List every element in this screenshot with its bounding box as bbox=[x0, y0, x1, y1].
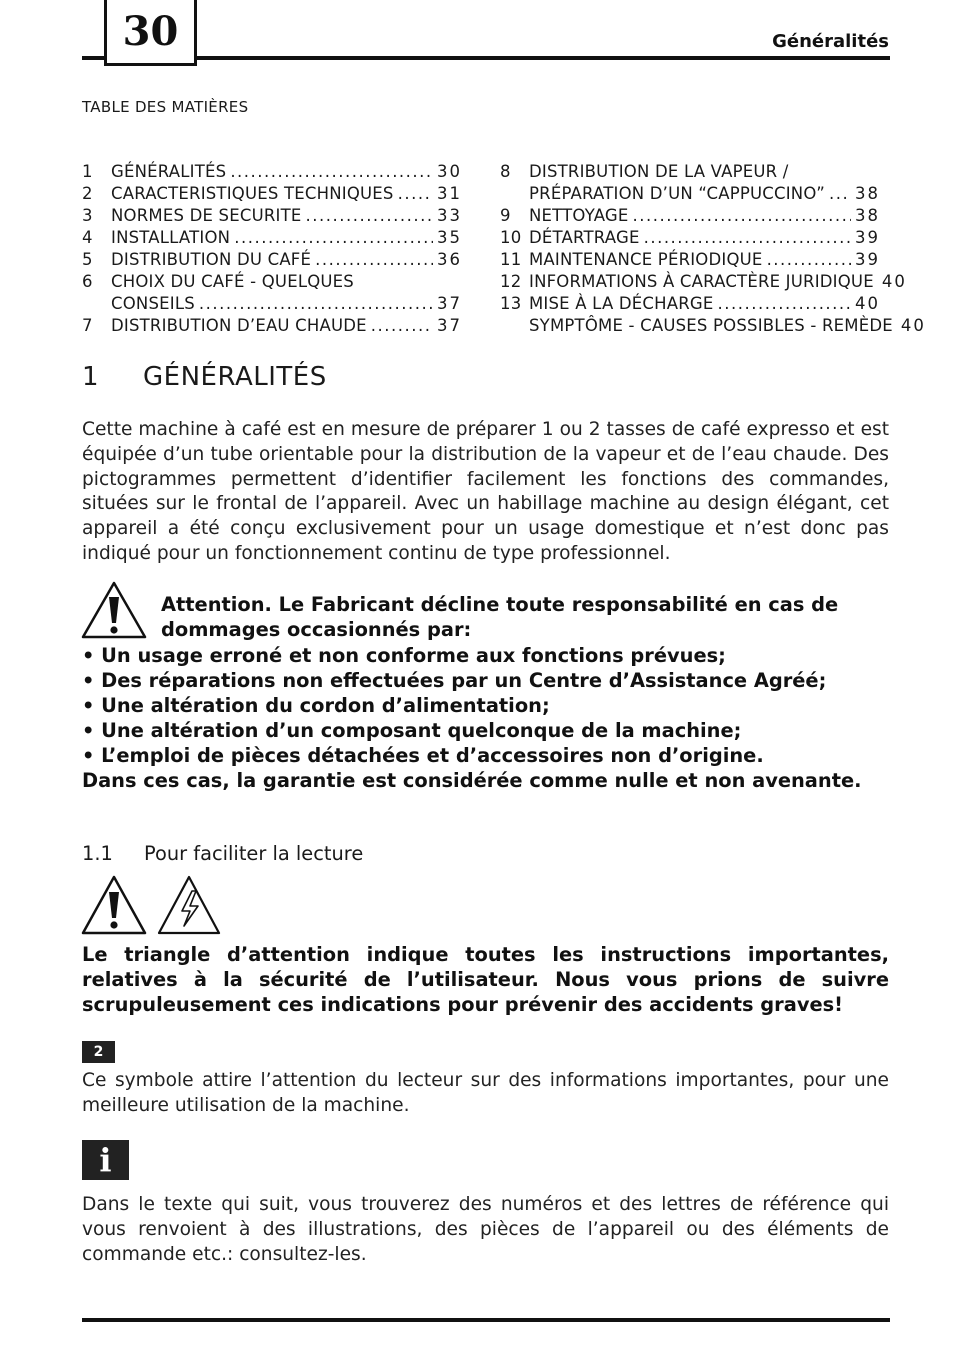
subsection-title bbox=[82, 842, 363, 865]
toc-entry bbox=[82, 227, 462, 249]
toc-leader-dots bbox=[767, 249, 851, 271]
toc-entry-page: 38 bbox=[855, 184, 880, 203]
toc-entry-title: DISTRIBUTION DU CAFÉ bbox=[111, 250, 312, 269]
info-icon: i bbox=[82, 1140, 129, 1180]
toc-entry-title: INSTALLATION bbox=[111, 228, 231, 247]
toc-right-column bbox=[500, 161, 926, 337]
toc-entry-page: 37 bbox=[437, 294, 462, 313]
toc-entry-number: 7 bbox=[82, 316, 93, 335]
toc-entry-title: CONSEILS bbox=[111, 294, 195, 313]
toc-entry-title: GÉNÉRALITÉS bbox=[111, 162, 227, 181]
toc-entry-number: 8 bbox=[500, 162, 511, 181]
toc-entry bbox=[500, 227, 880, 249]
symbol-explanation: Ce symbole attire l’attention du lecteur sur des informations importantes, pour une meilleure utilisation de la machine. bbox=[82, 1070, 889, 1116]
toc-entry-page: 39 bbox=[855, 228, 880, 247]
toc-entry bbox=[82, 183, 462, 205]
list-item: • Une altération d’un composant quelconque de la machine; bbox=[82, 719, 742, 742]
toc-entry-page: 40 bbox=[855, 294, 880, 313]
toc-entry-number: 5 bbox=[82, 250, 93, 269]
toc-entry-number: 13 bbox=[500, 294, 522, 313]
toc-entry-title: DÉTARTRAGE bbox=[529, 228, 640, 247]
warning-text: Attention. Le Fabricant décline toute responsabilité en cas de dommages occasionnés par: bbox=[161, 593, 839, 641]
toc-leader-dots bbox=[371, 315, 433, 337]
toc-entry bbox=[500, 293, 880, 315]
toc-leader-dots bbox=[234, 227, 433, 249]
toc-left-column bbox=[82, 161, 462, 337]
toc-entry-title: NETTOYAGE bbox=[529, 206, 629, 225]
toc-entry-title: SYMPTÔME - CAUSES POSSIBLES - REMÈDE bbox=[529, 316, 893, 335]
toc-entry-page: 40 bbox=[900, 316, 926, 335]
reference-explanation: Dans le texte qui suit, vous trouverez des numéros et des lettres de référence qui vous renvoient à des illustrations, des pièces de l’appareil ou des éléments de commande etc.: consultez-les. bbox=[82, 1194, 889, 1265]
toc-entry-title: DISTRIBUTION D’EAU CHAUDE bbox=[111, 316, 367, 335]
running-header: Généralités bbox=[772, 31, 889, 52]
toc-leader-dots bbox=[644, 227, 851, 249]
toc-entry-page: 36 bbox=[437, 250, 462, 269]
list-item: • Des réparations non effectuées par un Centre d’Assistance Agréé; bbox=[82, 669, 827, 692]
page-number: 30 bbox=[104, 0, 197, 66]
toc-leader-dots bbox=[829, 183, 851, 205]
toc-entry-title: CHOIX DU CAFÉ - QUELQUES bbox=[111, 272, 354, 291]
toc-entry bbox=[82, 249, 462, 271]
toc-entry-page: 40 bbox=[881, 272, 907, 291]
toc-entry-page: 39 bbox=[855, 250, 880, 269]
conclusion-text: Dans ces cas, la garantie est considérée comme nulle et non avenante. bbox=[82, 769, 862, 792]
triangle-explanation: Le triangle d’attention indique toutes les instructions importantes, relatives à la sécurité de l’utilisateur. Nous vous prions de suivre scrupuleusement ces indications pour prévenir des accidents graves! bbox=[82, 943, 889, 1016]
liability-list bbox=[82, 643, 890, 793]
list-item: • Une altération du cordon d’alimentation; bbox=[82, 694, 550, 717]
toc-entry-number: 4 bbox=[82, 228, 93, 247]
toc-leader-dots bbox=[718, 293, 851, 315]
toc-leader-dots bbox=[199, 293, 433, 315]
toc-entry-page: 31 bbox=[437, 184, 462, 203]
toc-leader-dots bbox=[633, 205, 851, 227]
toc-entry bbox=[500, 183, 880, 205]
toc-entry bbox=[82, 293, 462, 315]
toc-leader-dots bbox=[230, 161, 433, 183]
toc-entry bbox=[500, 315, 926, 337]
toc-entry bbox=[82, 205, 462, 227]
toc-entry-page: 37 bbox=[437, 316, 462, 335]
toc-entry bbox=[82, 271, 462, 293]
toc-entry-number: 3 bbox=[82, 206, 93, 225]
toc-entry-number: 10 bbox=[500, 228, 522, 247]
subsection-number: 1.1 bbox=[82, 842, 113, 865]
toc-entry-page: 30 bbox=[437, 162, 462, 181]
toc-entry-number: 6 bbox=[82, 272, 93, 291]
toc-heading: TABLE DES MATIÈRES bbox=[82, 98, 249, 116]
toc-leader-dots bbox=[398, 183, 433, 205]
toc-entry-number: 11 bbox=[500, 250, 522, 269]
toc-entry-number: 2 bbox=[82, 184, 93, 203]
section-number: 1 bbox=[82, 362, 100, 392]
toc-entry-title: MISE À LA DÉCHARGE bbox=[529, 294, 714, 313]
electric-hazard-icon bbox=[156, 874, 222, 936]
section-title bbox=[82, 362, 327, 392]
toc-entry-title: PRÉPARATION D’UN “CAPPUCCINO” bbox=[529, 184, 826, 203]
warning-triangle-icon bbox=[80, 580, 148, 640]
toc-entry-title: INFORMATIONS À CARACTÈRE JURIDIQUE bbox=[529, 272, 874, 291]
toc-entry-title: DISTRIBUTION DE LA VAPEUR / bbox=[529, 162, 789, 181]
toc-entry bbox=[500, 205, 880, 227]
toc-entry-number: 1 bbox=[82, 162, 93, 181]
intro-paragraph: Cette machine à café est en mesure de préparer 1 ou 2 tasses de café expresso et est équipée d’un tube orientable pour la distribution de la vapeur et de l’eau chaude. Des pictogrammes permettent d’identifier facilement les fonctions des commandes, situées sur le frontal de l’appareil. Avec un habillage machine au design élégant, cet appareil a été conçu exclusivement pour un usage domestique et n’est donc pas indiqué pour un fonctionnement continu de type professionnel. bbox=[82, 419, 889, 564]
toc-entry-number: 12 bbox=[500, 272, 522, 291]
list-item: • Un usage erroné et non conforme aux fonctions prévues; bbox=[82, 644, 726, 667]
warning-triangle-icon bbox=[80, 874, 148, 936]
toc-entry-title: NORMES DE SECURITE bbox=[111, 206, 302, 225]
header-rule bbox=[82, 56, 890, 60]
toc-entry bbox=[500, 271, 907, 293]
subsection-heading: Pour faciliter la lecture bbox=[144, 842, 364, 865]
toc-leader-dots bbox=[305, 205, 433, 227]
section-heading: GÉNÉRALITÉS bbox=[143, 362, 327, 392]
toc-entry-title: MAINTENANCE PÉRIODIQUE bbox=[529, 250, 763, 269]
toc-entry bbox=[82, 315, 462, 337]
important-symbol-badge: 2 bbox=[82, 1041, 115, 1063]
toc-entry-title: CARACTERISTIQUES TECHNIQUES bbox=[111, 184, 394, 203]
footer-rule bbox=[82, 1318, 890, 1322]
toc-entry bbox=[82, 161, 462, 183]
toc-entry bbox=[500, 249, 880, 271]
list-item: • L’emploi de pièces détachées et d’accessoires non d’origine. bbox=[82, 744, 764, 767]
toc-entry bbox=[500, 161, 880, 183]
toc-entry-page: 35 bbox=[437, 228, 462, 247]
toc-entry-page: 38 bbox=[855, 206, 880, 225]
toc-entry-page: 33 bbox=[437, 206, 462, 225]
toc-entry-number: 9 bbox=[500, 206, 511, 225]
toc-leader-dots bbox=[315, 249, 433, 271]
